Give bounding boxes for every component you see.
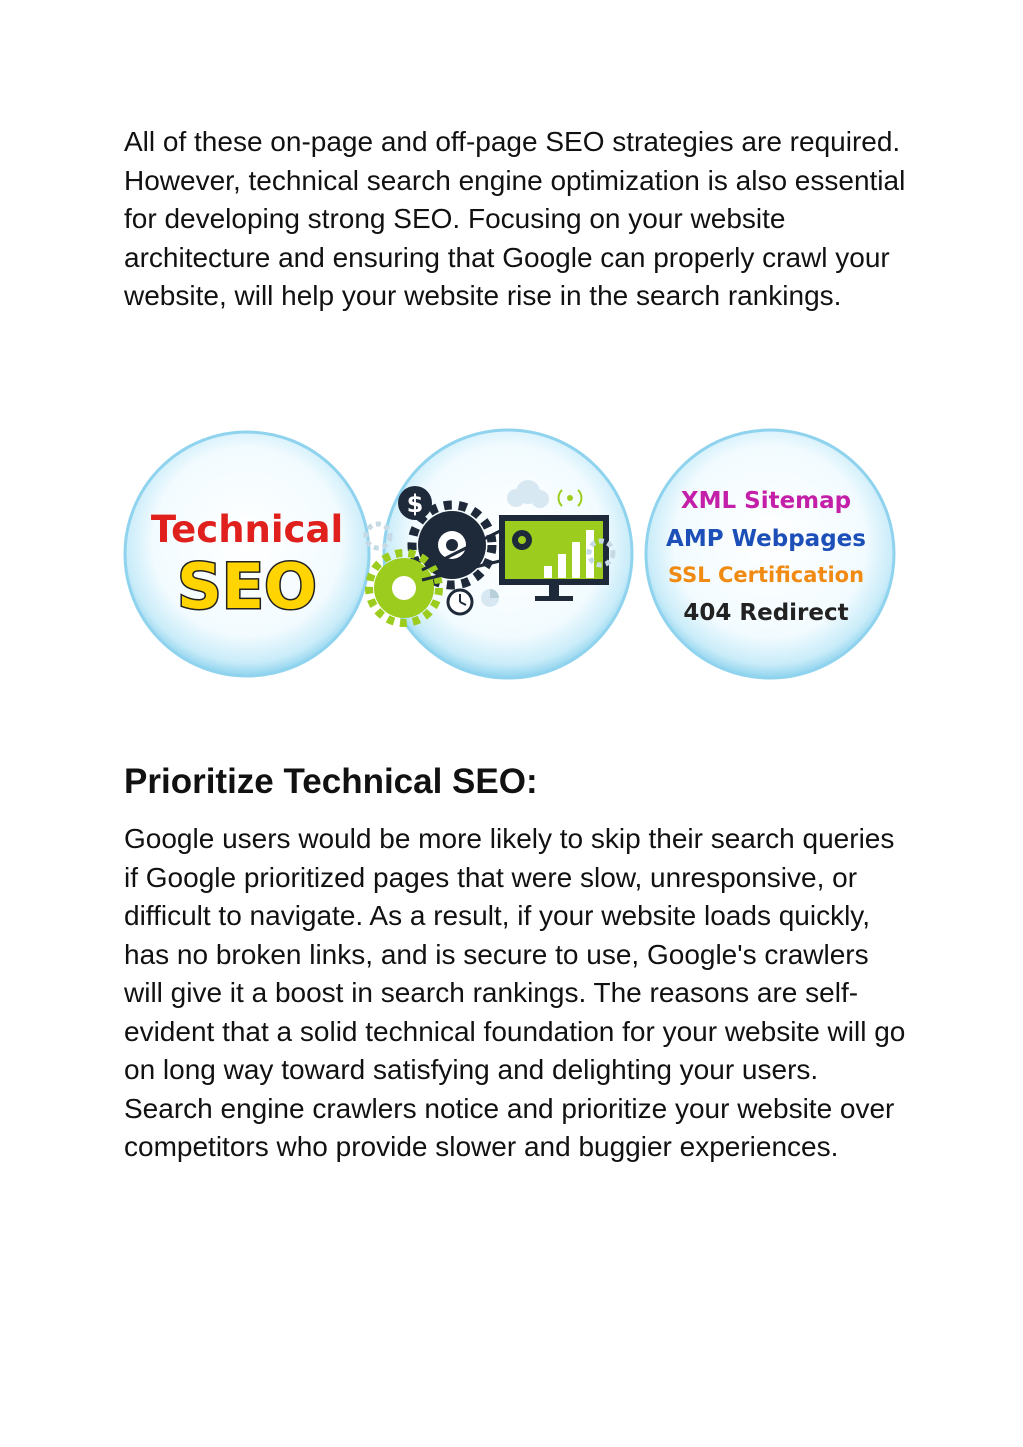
section-heading: Prioritize Technical SEO: [124,762,538,801]
technical-seo-illustration [122,420,900,688]
xml-sitemap-label: XML Sitemap [680,488,852,514]
center-bubble [366,430,632,678]
left-bubble [125,432,369,676]
clock-icon [448,590,472,614]
technical-label: Technical [150,508,344,551]
seo-label: SEO [177,550,317,623]
ssl-certification-label: SSL Certification [667,563,865,587]
pie-chart-icon [481,589,499,607]
right-bubble [646,430,894,678]
404-redirect-label: 404 Redirect [683,600,849,626]
svg-text:$: $ [406,490,424,518]
section-paragraph: Google users would be more likely to skip their search queries if Google prioritized pages that were slow, unresponsive, or difficult to navigate. As a result, if your website loads quickly, has no broken links, and is secure to use, Google's crawlers will give it a boost in search rankings. The reasons are self-evident that a solid technical foundation for your website will go on long way toward satisfying and delighting your users. Search engine crawlers notice and prioritize your website over competitors who provide slower and buggier experiences. [124,823,906,1162]
amp-webpages-label: AMP Webpages [666,526,866,552]
intro-paragraph: All of these on-page and off-page SEO strategies are required. However, technical search engine optimization is also essential for developing strong SEO. Focusing on your website architecture and ensuring that Google can properly crawl your website, will help your website rise in the search rankings. [124,126,906,311]
dollar-icon [398,486,432,520]
